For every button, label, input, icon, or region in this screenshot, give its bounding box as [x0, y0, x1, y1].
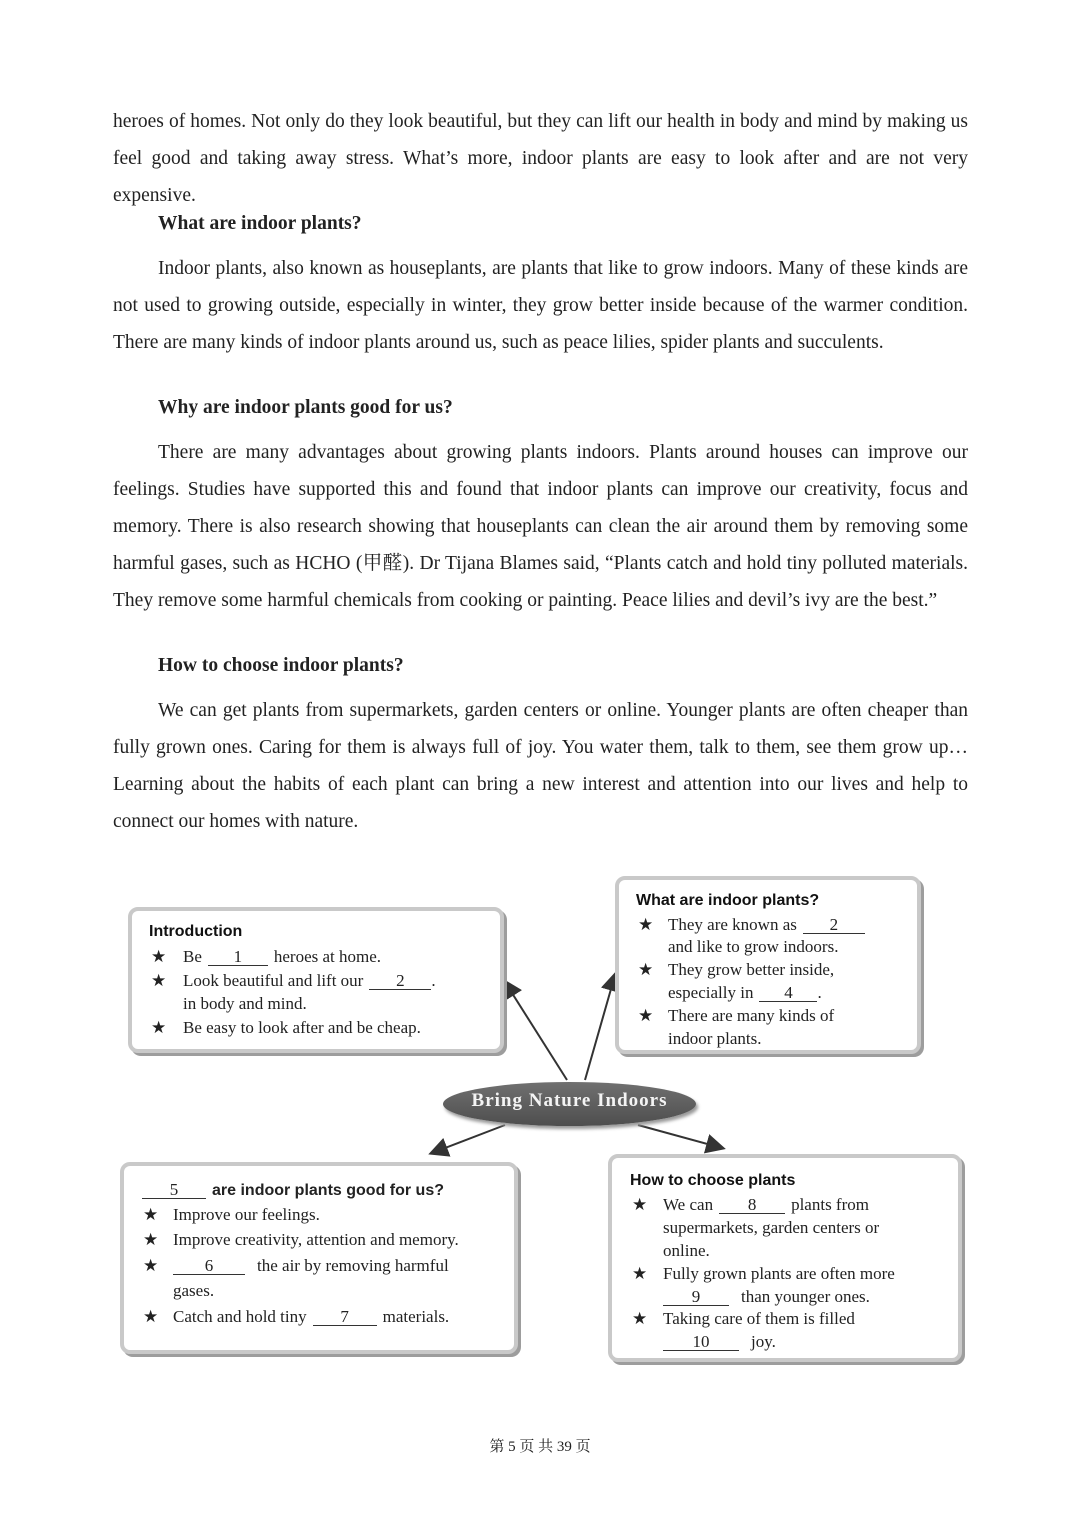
what-line-5: There are many kinds of: [668, 1006, 835, 1025]
why-title-line: [142, 1180, 444, 1200]
star-icon: ★: [143, 1307, 159, 1327]
center-topic: [443, 1082, 696, 1126]
blank-4: 4: [759, 984, 817, 1002]
arrow-to-what: [585, 975, 615, 1080]
intro-line-3: in body and mind.: [183, 994, 307, 1013]
blank-10: 10: [663, 1333, 739, 1351]
blank-7: 7: [313, 1308, 377, 1326]
how-line-6: Taking care of them is filled: [663, 1309, 855, 1328]
star-icon: ★: [143, 1256, 159, 1276]
what-line-4: especially in 4 .: [668, 983, 822, 1002]
why-title: are indoor plants good for us?: [212, 1182, 444, 1199]
what-box: [615, 876, 921, 1054]
star-icon: ★: [638, 915, 654, 935]
star-icon: ★: [151, 947, 167, 967]
arrow-to-why: [432, 1125, 505, 1153]
how-title: How to choose plants: [630, 1172, 796, 1189]
how-box: [608, 1154, 962, 1362]
arrow-to-how: [638, 1125, 722, 1148]
heading-what: What are indoor plants?: [158, 213, 362, 234]
how-line-7: 10 joy.: [663, 1332, 776, 1352]
how-line-1: We can 8 plants from: [663, 1195, 869, 1214]
star-icon: ★: [143, 1230, 159, 1250]
intro-line-4: Be easy to look after and be cheap.: [183, 1018, 421, 1037]
intro-box: [128, 907, 504, 1053]
paragraph-what: Indoor plants, also known as houseplants, are plants that like to grow indoors. Many of these kinds are not used to growing outside, especially in winter, they grow better inside because of the warmer condition. There are many kinds of indoor plants around us, such as peace lilies, spider plants and succulents.: [113, 258, 968, 353]
what-line-2: and like to grow indoors.: [668, 937, 839, 956]
blank-6: 6: [173, 1257, 245, 1275]
paragraph-why: There are many advantages about growing plants indoors. Plants around houses can improve our feelings. Studies have supported this and found that indoor plants can improve our creativity, focus and memory. There is also research showing that houseplants can clean the air around them by removing some harmful gases, such as HCHO (甲醛). Dr Tijana Blames said, “Plants catch and hold tiny polluted materials. They remove some harmful chemicals from cooking or painting. Peace lilies and devil’s ivy are the best.”: [113, 442, 968, 611]
why-line-3: 6 the air by removing harmful: [173, 1256, 449, 1276]
page-number: 第 5 页 共 39 页: [489, 1439, 591, 1455]
star-icon: ★: [143, 1205, 159, 1225]
how-line-4: Fully grown plants are often more: [663, 1264, 895, 1283]
star-icon: ★: [632, 1195, 648, 1215]
how-line-3: online.: [663, 1241, 710, 1260]
heading-why: Why are indoor plants good for us?: [158, 397, 453, 418]
star-icon: ★: [151, 971, 167, 991]
what-line-3: They grow better inside,: [668, 960, 835, 979]
blank-2b: 2: [803, 916, 865, 934]
why-line-4: gases.: [173, 1281, 215, 1300]
star-icon: ★: [638, 1006, 654, 1026]
blank-8: 8: [719, 1196, 785, 1214]
paragraph-how: We can get plants from supermarkets, garden centers or online. Younger plants are often cheaper than fully grown ones. Caring for them is always full of joy. You water them, talk to them, see them grow up… Learning about the habits of each plant can bring a new interest and attention into our lives and help to connect our homes with nature.: [113, 700, 968, 832]
why-line-1: Improve our feelings.: [173, 1205, 320, 1224]
what-line-1: They are known as 2: [668, 915, 871, 935]
how-line-5: 9 than younger ones.: [663, 1287, 870, 1307]
paragraph-intro: heroes of homes. Not only do they look beautiful, but they can lift our health in body and mind by making us feel good and taking away stress. What’s more, indoor plants are easy to look after and are not very expensive.: [113, 111, 968, 206]
blank-5: 5: [142, 1181, 206, 1199]
intro-line-1: Be 1 heroes at home.: [183, 947, 382, 966]
what-title: What are indoor plants?: [636, 892, 820, 909]
why-line-5: Catch and hold tiny 7 materials.: [173, 1307, 450, 1326]
star-icon: ★: [151, 1018, 167, 1038]
arrow-to-intro: [505, 982, 567, 1080]
center-topic-label: Bring Nature Indoors: [471, 1090, 668, 1111]
what-line-6: indoor plants.: [668, 1029, 762, 1048]
intro-line-2: Look beautiful and lift our 2 .: [183, 971, 436, 990]
intro-title: Introduction: [149, 923, 243, 940]
star-icon: ★: [638, 960, 654, 980]
how-line-2: supermarkets, garden centers or: [663, 1218, 880, 1237]
blank-9: 9: [663, 1288, 729, 1306]
why-box: [120, 1162, 518, 1354]
blank-1: 1: [208, 948, 268, 966]
star-icon: ★: [632, 1264, 648, 1284]
blank-2: 2: [369, 972, 431, 990]
star-icon: ★: [632, 1309, 648, 1329]
heading-how: How to choose indoor plants?: [158, 655, 404, 676]
why-line-2: Improve creativity, attention and memory.: [173, 1230, 459, 1249]
